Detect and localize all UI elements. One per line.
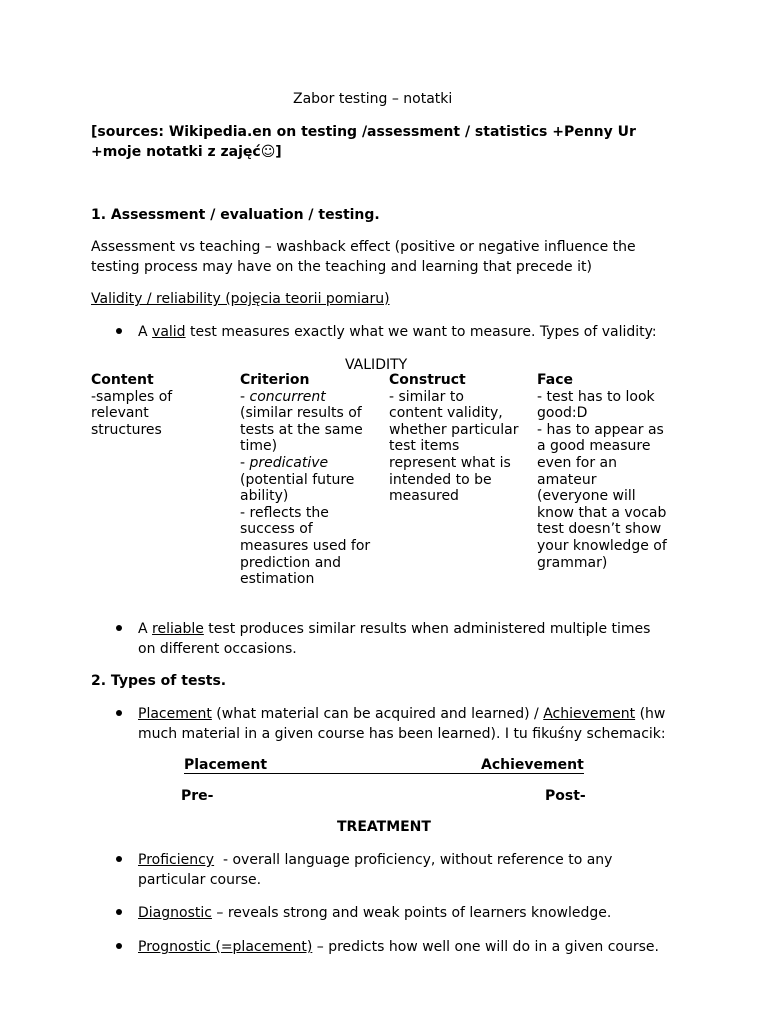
- bullet-dot: [116, 943, 122, 949]
- criterion-line: measures used for: [240, 537, 371, 554]
- validity-column-construct: [389, 372, 519, 505]
- construct-line: content validity,: [389, 405, 503, 422]
- criterion-line: ability): [240, 488, 289, 505]
- validity-column-criterion: [240, 372, 370, 588]
- schema-post-label: Post-: [545, 788, 586, 804]
- validity-column-content: [91, 372, 172, 438]
- content-line: -samples of: [91, 388, 173, 405]
- valid-term: valid: [152, 324, 186, 340]
- construct-line: test items: [389, 438, 460, 455]
- valid-bullet-pre: A: [138, 324, 153, 340]
- diagnostic-bullet-rest: – reveals strong and weak points of learners knowledge.: [211, 905, 612, 921]
- column-header-content: Content: [91, 372, 154, 388]
- prognostic-bullet-rest: – predicts how well one will do in a given course.: [312, 939, 659, 955]
- criterion-dash: -: [240, 454, 250, 471]
- face-line: amateur: [537, 471, 597, 488]
- criterion-dash: -: [240, 388, 250, 405]
- schema-placement-label: Placement: [184, 757, 268, 773]
- face-line: - test has to look: [537, 388, 655, 405]
- concurrent-term: concurrent: [249, 388, 326, 405]
- construct-line: - similar to: [389, 388, 464, 405]
- face-line: test doesn’t show: [537, 521, 662, 538]
- face-line: good:D: [537, 405, 588, 422]
- face-line: a good measure: [537, 438, 651, 455]
- washback-paragraph-line-1: Assessment vs teaching – washback effect (positive or negative influence the: [91, 239, 636, 255]
- construct-line: whether particular: [389, 421, 519, 438]
- proficiency-bullet-text: [138, 850, 612, 870]
- schema-treatment-label: TREATMENT: [337, 819, 431, 835]
- reliable-bullet-rest: test produces similar results when administered multiple times: [203, 621, 651, 637]
- placement-bullet-text: [138, 704, 665, 724]
- criterion-line: tests at the same: [240, 421, 363, 438]
- prognostic-bullet-text: [138, 937, 659, 957]
- column-header-face: Face: [537, 372, 573, 388]
- document-title: Zabor testing – notatki: [293, 91, 453, 107]
- schema-achievement-label: Achievement: [481, 757, 584, 773]
- reliable-bullet-text: [138, 619, 650, 639]
- placement-term: Placement: [138, 706, 212, 722]
- bullet-dot: [116, 625, 122, 631]
- column-header-construct: Construct: [389, 372, 466, 388]
- construct-line: measured: [389, 488, 459, 505]
- face-line: grammar): [537, 554, 608, 571]
- criterion-line: (similar results of: [240, 405, 362, 422]
- content-line: structures: [91, 421, 162, 438]
- washback-paragraph-line-2: testing process may have on the teaching and learning that precede it): [91, 259, 592, 275]
- valid-bullet-text: [138, 322, 657, 342]
- criterion-line: time): [240, 438, 278, 455]
- construct-line: intended to be: [389, 471, 492, 488]
- valid-bullet-rest: test measures exactly what we want to measure. Types of validity:: [185, 324, 657, 340]
- sources-line-1: [sources: Wikipedia.en on testing /assessment / statistics +Penny Ur: [91, 124, 636, 140]
- placement-bullet-rest: (hw: [635, 706, 666, 722]
- validity-column-face: [537, 372, 667, 571]
- criterion-line: [240, 389, 370, 406]
- sources-line-2: +moje notatki z zajęć☺]: [91, 144, 282, 160]
- predicative-term: predicative: [249, 454, 329, 471]
- reliable-bullet-line-2: on different occasions.: [138, 641, 297, 657]
- placement-bullet-line-2: much material in a given course has been learned). I tu fikuśny schemacik:: [138, 726, 666, 742]
- face-line: - has to appear as: [537, 421, 664, 438]
- criterion-line: - reflects the: [240, 504, 329, 521]
- criterion-line: success of: [240, 521, 313, 538]
- section-2-heading: 2. Types of tests.: [91, 673, 227, 689]
- prognostic-term: Prognostic (=placement): [138, 939, 313, 955]
- bullet-dot: [116, 856, 122, 862]
- proficiency-bullet-rest: - overall language proficiency, without reference to any: [214, 852, 613, 868]
- reliable-bullet-pre: A: [138, 621, 153, 637]
- criterion-line: [240, 455, 370, 472]
- diagnostic-term: Diagnostic: [138, 905, 212, 921]
- section-1-heading: 1. Assessment / evaluation / testing.: [91, 207, 380, 223]
- face-line: your knowledge of: [537, 537, 667, 554]
- placement-bullet-mid: (what material can be acquired and learned) /: [211, 706, 544, 722]
- column-header-criterion: Criterion: [240, 372, 310, 388]
- diagnostic-bullet-text: [138, 903, 611, 923]
- face-line: even for an: [537, 454, 617, 471]
- schema-timeline-line: [184, 773, 584, 774]
- bullet-dot: [116, 710, 122, 716]
- reliable-term: reliable: [152, 621, 204, 637]
- face-line: know that a vocab: [537, 504, 667, 521]
- content-line: relevant: [91, 405, 149, 422]
- proficiency-bullet-line-2: particular course.: [138, 872, 262, 888]
- construct-line: represent what is: [389, 454, 511, 471]
- validity-table-title: VALIDITY: [345, 357, 408, 373]
- criterion-line: prediction and: [240, 554, 342, 571]
- achievement-term: Achievement: [543, 706, 636, 722]
- validity-reliability-subheading: Validity / reliability (pojęcia teorii pomiaru): [91, 291, 390, 307]
- bullet-dot: [116, 328, 122, 334]
- criterion-line: estimation: [240, 571, 315, 588]
- face-line: (everyone will: [537, 488, 636, 505]
- bullet-dot: [116, 909, 122, 915]
- schema-pre-label: Pre-: [181, 788, 214, 804]
- criterion-line: (potential future: [240, 471, 355, 488]
- proficiency-term: Proficiency: [138, 852, 215, 868]
